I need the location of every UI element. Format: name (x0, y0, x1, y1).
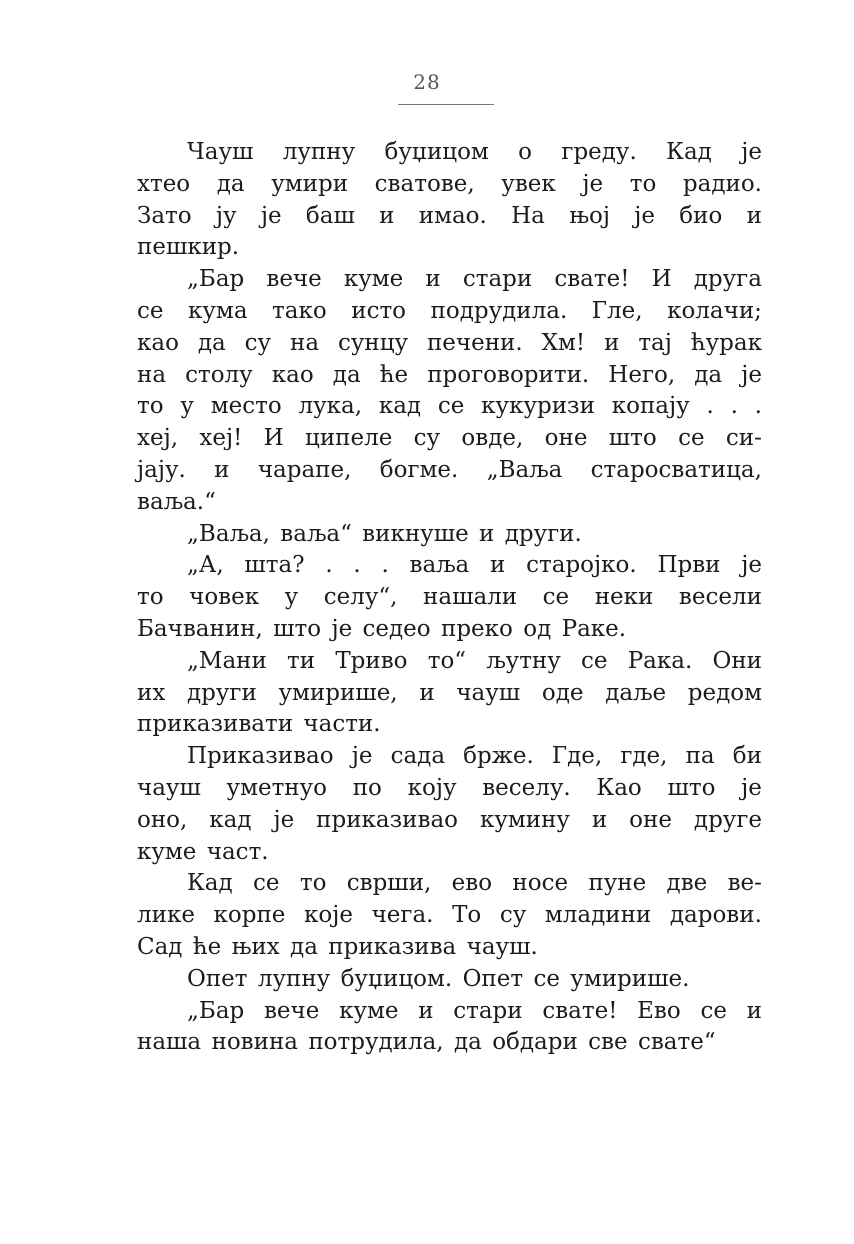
text-line: оно, кад је приказивао кумину и оне друге (137, 806, 762, 833)
text-line: се кума тако исто подрудила. Гле, колачи; (137, 297, 762, 324)
paragraph (137, 137, 762, 264)
text-line: „Мани ти Триво то“ љутну се Рака. Они (187, 647, 762, 674)
paragraph (137, 264, 762, 518)
paragraph (137, 868, 762, 963)
text-line: хтео да умири сватове, увек је то радио. (137, 170, 762, 197)
page-number: 28 (413, 70, 441, 94)
text-line: „Ваља, ваља“ викнуше и други. (187, 520, 582, 547)
text-line: „Бар вече куме и стари свате! И друга (187, 266, 762, 293)
text-line: пешкир. (137, 234, 240, 261)
text-line: приказивати части. (137, 711, 381, 738)
paragraph (137, 964, 762, 996)
text-line: то човек у селу“, нашали се неки весели (137, 584, 762, 611)
text-line: „Бар вече куме и стари свате! Ево се и (187, 997, 762, 1024)
text-line: као да су на сунцу печени. Хм! и тај ћурак (137, 329, 762, 356)
paragraph (137, 550, 762, 645)
text-line: то у место лука, кад се кукуризи копају . . . (137, 393, 762, 420)
text-line: „А, шта? . . . ваља и старојко. Први је (187, 552, 762, 579)
text-line: их други умирише, и чауш оде даље редом (137, 679, 762, 706)
paragraph (137, 996, 762, 1060)
text-line: хеј, хеј! И ципеле су овде, оне што се си- (137, 425, 762, 452)
text-line: чауш уметнуо по коју веселу. Као што је (137, 774, 762, 801)
text-line: јају. и чарапе, богме. „Ваља старосватица, (137, 456, 762, 483)
body-text (137, 137, 762, 1059)
text-line: лике корпе које чега. То су младини дарови. (137, 902, 762, 929)
text-line: Сад ће њих да приказива чауш. (137, 933, 538, 960)
text-line: Зато ју је баш и имао. На њој је био и (137, 202, 762, 229)
text-line: Опет лупну буџицом. Опет се умирише. (187, 965, 690, 992)
paragraph (137, 646, 762, 741)
text-line: ваља.“ (137, 488, 216, 515)
paragraph (137, 519, 762, 551)
paragraph (137, 741, 762, 868)
text-line: Приказивао је сада брже. Где, где, па би (187, 743, 762, 770)
text-line: Бачванин, што је седео преко од Раке. (137, 615, 627, 642)
text-line: Чауш лупну буџицом о греду. Кад је (187, 139, 762, 165)
page-number-rule (398, 104, 494, 105)
text-line: Кад се то сврши, ево носе пуне две ве- (187, 870, 762, 897)
text-line: куме част. (137, 838, 269, 865)
text-line: на столу као да ће проговорити. Него, да је (137, 361, 762, 388)
text-line: наша новина потрудила, да обдари све свате“ (137, 1029, 716, 1056)
